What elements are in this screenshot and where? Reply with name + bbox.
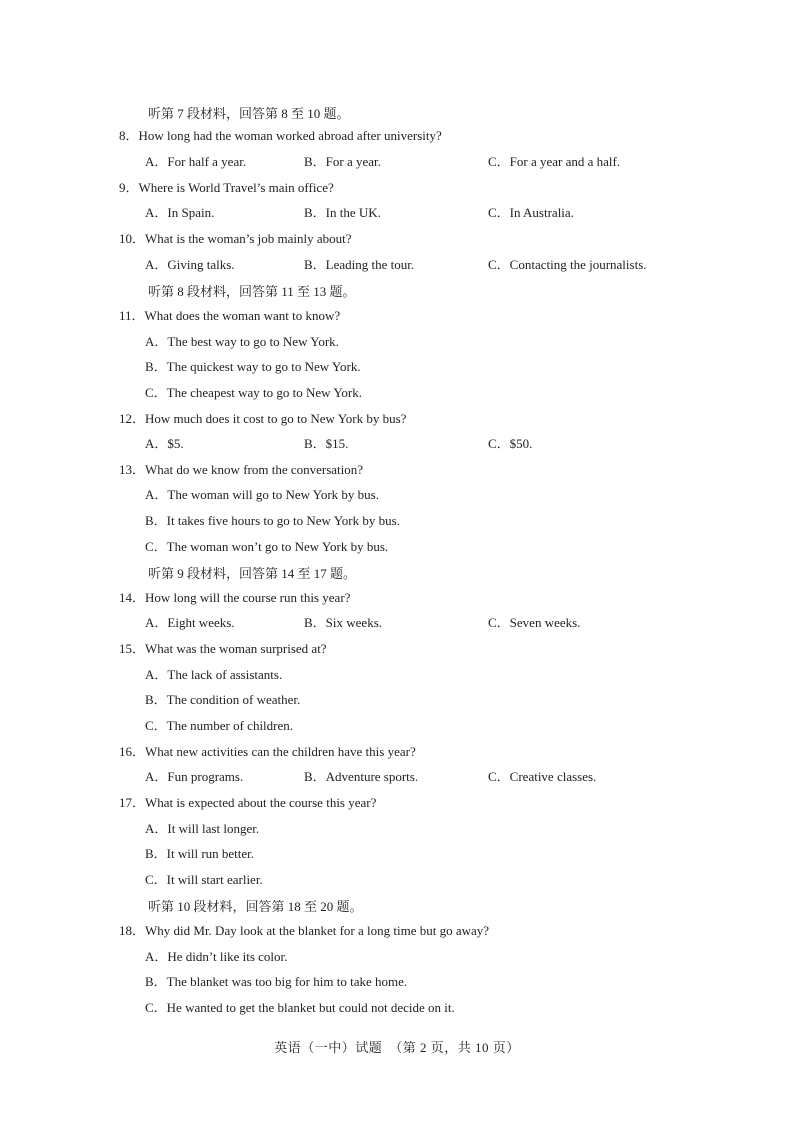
section-header-10: 听第 10 段材料，回答第 18 至 20 题。: [148, 899, 363, 914]
q15-option-b: B．The condition of weather.: [145, 692, 301, 707]
q8-option-c: C．For a year and a half.: [488, 154, 621, 169]
q18-option-b: B．The blanket was too big for him to take home.: [145, 974, 408, 989]
q8-option-a: A．For half a year.: [145, 154, 247, 169]
q15-option-c: C．The number of children.: [145, 718, 294, 733]
q11-option-c: C．The cheapest way to go to New York.: [145, 385, 362, 400]
q13-option-b: B．It takes five hours to go to New York by bus.: [145, 513, 400, 528]
question-16: 16．What new activities can the children have this year?: [119, 744, 416, 759]
q8-option-b: B．For a year.: [304, 154, 381, 169]
q10-option-b: B．Leading the tour.: [304, 257, 415, 272]
q11-option-b: B．The quickest way to go to New York.: [145, 359, 361, 374]
q16-option-b: B．Adventure sports.: [304, 769, 419, 784]
q9-option-c: C．In Australia.: [488, 205, 574, 220]
q18-option-a: A．He didn’t like its color.: [145, 949, 288, 964]
q17-option-a: A．It will last longer.: [145, 821, 260, 836]
question-15: 15．What was the woman surprised at?: [119, 641, 327, 656]
section-header-8: 听第 8 段材料，回答第 11 至 13 题。: [148, 284, 356, 299]
q16-option-a: A．Fun programs.: [145, 769, 244, 784]
q14-option-b: B．Six weeks.: [304, 615, 383, 630]
q17-option-c: C．It will start earlier.: [145, 872, 263, 887]
question-18: 18．Why did Mr. Day look at the blanket for a long time but go away?: [119, 923, 490, 938]
q13-option-a: A．The woman will go to New York by bus.: [145, 487, 379, 502]
page-footer: 英语（一中）试题 （第 2 页，共 10 页）: [274, 1040, 520, 1055]
section-header-7: 听第 7 段材料，回答第 8 至 10 题。: [148, 106, 350, 121]
q9-option-a: A．In Spain.: [145, 205, 215, 220]
q10-option-c: C．Contacting the journalists.: [488, 257, 647, 272]
q15-option-a: A．The lack of assistants.: [145, 667, 283, 682]
question-9: 9．Where is World Travel’s main office?: [119, 180, 334, 195]
q13-option-c: C．The woman won’t go to New York by bus.: [145, 539, 389, 554]
q9-option-b: B．In the UK.: [304, 205, 381, 220]
q14-option-a: A．Eight weeks.: [145, 615, 235, 630]
question-12: 12．How much does it cost to go to New York by bus?: [119, 411, 407, 426]
q11-option-a: A．The best way to go to New York.: [145, 334, 339, 349]
question-8: 8．How long had the woman worked abroad after university?: [119, 128, 442, 143]
q14-option-c: C．Seven weeks.: [488, 615, 581, 630]
q16-option-c: C．Creative classes.: [488, 769, 597, 784]
section-header-9: 听第 9 段材料，回答第 14 至 17 题。: [148, 566, 357, 581]
q12-option-c: C．$50.: [488, 436, 533, 451]
q12-option-a: A．$5.: [145, 436, 184, 451]
q17-option-b: B．It will run better.: [145, 846, 255, 861]
question-13: 13．What do we know from the conversation?: [119, 462, 364, 477]
question-17: 17．What is expected about the course this year?: [119, 795, 377, 810]
question-11: 11．What does the woman want to know?: [119, 308, 341, 323]
question-10: 10．What is the woman’s job mainly about?: [119, 231, 352, 246]
q12-option-b: B．$15.: [304, 436, 349, 451]
q10-option-a: A．Giving talks.: [145, 257, 235, 272]
q18-option-c: C．He wanted to get the blanket but could not decide on it.: [145, 1000, 455, 1015]
question-14: 14．How long will the course run this year?: [119, 590, 351, 605]
